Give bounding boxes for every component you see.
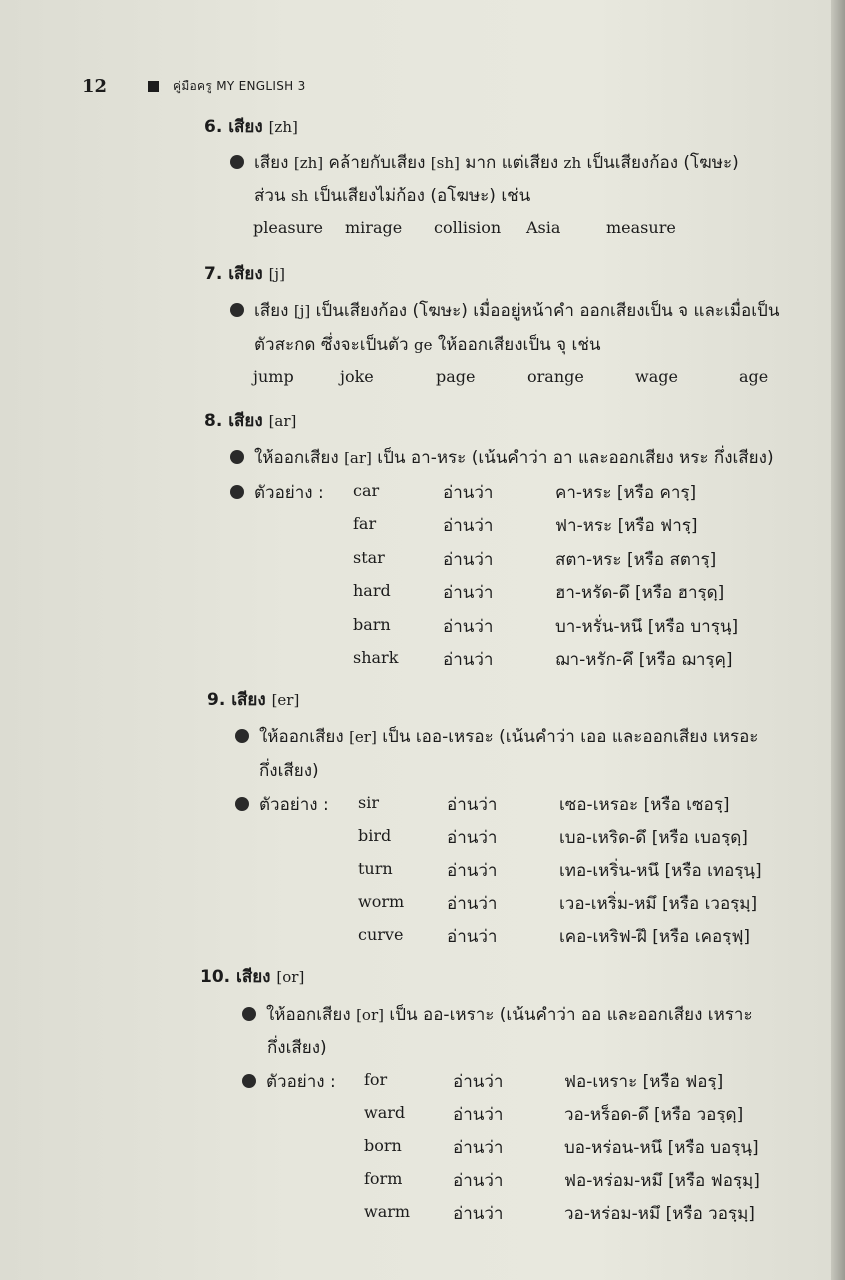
section-10-line-2 [267,1034,327,1061]
text: เสียง [254,153,294,173]
reads-as-label: อ่านว่า [453,1204,504,1224]
text: เป็น อา-หระ (เน้นคำว่า อา และออกเสียง หระ กึ่งเสียง) [371,448,774,468]
text: ตัวสะกด ซึ่งจะเป็นตัว [254,335,414,355]
section-9-heading: 9. เสียง [207,690,272,710]
ipa-text: [ar] [344,449,372,467]
reads-as-label: อ่านว่า [447,795,498,815]
ipa-text: zh [563,154,582,172]
bullet-dot-icon [235,729,249,743]
ipa-text: ge [413,336,433,354]
text: คล้ายกับเสียง [323,153,431,173]
section-9-line-2 [259,757,319,784]
section-7-line-2 [254,331,601,358]
section-6-title [204,113,298,140]
text: ให้ออกเสียง [254,448,345,468]
text: เป็น ออ-เหราะ (เน้นคำว่า ออ และออกเสียง เหราะ [383,1005,753,1025]
example-word: hard [353,581,391,601]
section-10-heading: 10. เสียง [200,967,277,987]
ipa-text: [er] [349,728,377,746]
ipa-text: [or] [356,1006,384,1024]
pronunciation: ฮา-หรัด-ดึ [หรือ ฮารฺดฺ] [555,583,725,604]
reads-as-label: อ่านว่า [453,1072,504,1092]
pronunciation: สตา-หระ [หรือ สตารฺ] [555,549,717,570]
example-label-text: ตัวอย่าง : [254,483,324,503]
bullet-dot-icon [230,450,244,464]
example-word: warm [364,1202,411,1221]
ipa-text: [zh] [293,154,324,172]
text: ให้ออกเสียง [266,1005,357,1025]
section-9-title [207,686,299,713]
text: เป็น เออ-เหรอะ (เน้นคำว่า เออ และออกเสียง เหรอะ [376,727,759,747]
text: กึ่งเสียง) [259,761,319,781]
section-8-title [204,407,296,434]
text: เป็นเสียงไม่ก้อง (อโฆษะ) เช่น [308,186,531,206]
section-6-heading: 6. เสียง [204,117,269,137]
reads-as-label: อ่านว่า [443,483,494,503]
section-6-line-1 [230,149,739,176]
ipa-text: [sh] [430,154,460,172]
header-title: คู่มือครู MY ENGLISH 3 [173,78,306,93]
example-word: bird [358,826,392,845]
section-8-heading: 8. เสียง [204,411,269,431]
example-word: worm [358,892,405,911]
section-6-ipa: [zh] [268,118,298,136]
text: ให้ออกเสียงเป็น จุ เช่น [432,335,601,355]
text: เป็นเสียงก้อง (โฆษะ) เมื่ออยู่หน้าคำ ออกเสียงเป็น จ และเมื่อเป็น [310,301,780,321]
word: wage [635,367,678,386]
section-9-example-label [235,791,329,818]
example-word: form [364,1169,403,1188]
pronunciation: วอ-หร่อม-หมึ [หรือ วอรฺมฺ] [564,1204,755,1224]
page-edge [831,0,845,1280]
word: mirage [345,218,403,237]
pronunciation: คา-หระ [หรือ คารฺ] [555,483,697,503]
text: มาก แต่เสียง [459,153,564,173]
example-word: born [364,1136,402,1155]
section-7-title [204,260,285,287]
example-label-text: ตัวอย่าง : [259,795,329,815]
reads-as-label: อ่านว่า [443,616,494,637]
reads-as-label: อ่านว่า [447,861,498,881]
reads-as-label: อ่านว่า [447,894,498,914]
pronunciation: บอ-หร่อน-หนึ [หรือ บอรฺนฺ] [564,1138,759,1158]
pronunciation: เทอ-เหริ่น-หนึ [หรือ เทอรฺนฺ] [559,861,762,881]
section-10-title [200,963,304,990]
example-word: barn [353,614,391,634]
text: กึ่งเสียง) [267,1038,327,1058]
page-header [82,74,306,98]
example-word: turn [358,859,393,878]
section-8-ipa: [ar] [268,412,297,430]
example-word: shark [353,648,399,667]
example-word: sir [358,793,379,812]
section-7-ipa: [j] [268,265,285,283]
word: pleasure [253,218,323,237]
bullet-dot-icon [230,155,244,169]
reads-as-label: อ่านว่า [447,927,498,947]
text: เสียง [254,301,294,321]
word: joke [340,367,374,386]
ipa-text: [j] [293,302,311,320]
bullet-dot-icon [242,1074,256,1088]
pronunciation: ฟอ-หร่อม-หมึ [หรือ ฟอรฺมฺ] [564,1171,760,1191]
text: ให้ออกเสียง [259,727,350,747]
section-10-example-label [242,1068,336,1095]
word: measure [606,218,676,237]
word: jump [253,367,294,386]
square-bullet-icon [148,81,159,92]
pronunciation: เบอ-เหริด-ดึ [หรือ เบอรฺดฺ] [559,828,748,848]
ipa-text: sh [290,187,309,205]
example-word: curve [358,925,404,944]
section-7-heading: 7. เสียง [204,264,269,284]
bullet-dot-icon [235,797,249,811]
section-7-line-1 [230,297,779,324]
bullet-dot-icon [242,1007,256,1021]
bullet-dot-icon [230,303,244,317]
section-9-ipa: [er] [271,691,300,709]
word: collision [434,218,502,237]
pronunciation: เวอ-เหริ่ม-หมึ [หรือ เวอรฺมฺ] [559,894,758,914]
word: orange [527,367,584,386]
reads-as-label: อ่านว่า [453,1171,504,1191]
example-word: far [353,514,377,534]
section-8-example-label [230,479,324,506]
text: ส่วน [254,186,291,206]
section-10-ipa: [or] [276,968,305,986]
reads-as-label: อ่านว่า [447,828,498,848]
reads-as-label: อ่านว่า [453,1105,504,1125]
reads-as-label: อ่านว่า [443,549,494,570]
reads-as-label: อ่านว่า [443,516,494,537]
text: เป็นเสียงก้อง (โฆษะ) [581,153,739,173]
pronunciation: ฌา-หรัก-คึ [หรือ ฌารฺคฺ] [555,650,733,670]
word: page [436,367,476,386]
page-number: 12 [82,75,108,97]
section-9-line-1 [235,723,758,750]
bullet-dot-icon [230,485,244,499]
example-word: car [353,481,380,500]
section-6-line-2 [254,182,530,209]
example-word: for [364,1070,388,1089]
word: Asia [526,218,561,237]
pronunciation: บา-หรั่น-หนึ [หรือ บารฺนฺ] [555,616,739,637]
word: age [739,367,769,386]
pronunciation: วอ-หร็อด-ดึ [หรือ วอรฺดฺ] [564,1105,744,1125]
pronunciation: ฟา-หระ [หรือ ฟารฺ] [555,516,698,537]
example-word: star [353,547,385,567]
reads-as-label: อ่านว่า [443,583,494,604]
section-10-line-1 [242,1001,753,1028]
reads-as-label: อ่านว่า [453,1138,504,1158]
example-label-text: ตัวอย่าง : [266,1072,336,1092]
example-word: ward [364,1103,406,1122]
reads-as-label: อ่านว่า [443,650,494,670]
pronunciation: เคอ-เหริฟ-ฝึ [หรือ เคอรฺฟฺ] [559,927,750,947]
section-8-line-1 [230,444,774,471]
pronunciation: ฟอ-เหราะ [หรือ ฟอรฺ] [564,1072,724,1092]
pronunciation: เซอ-เหรอะ [หรือ เซอรฺ] [559,795,730,815]
